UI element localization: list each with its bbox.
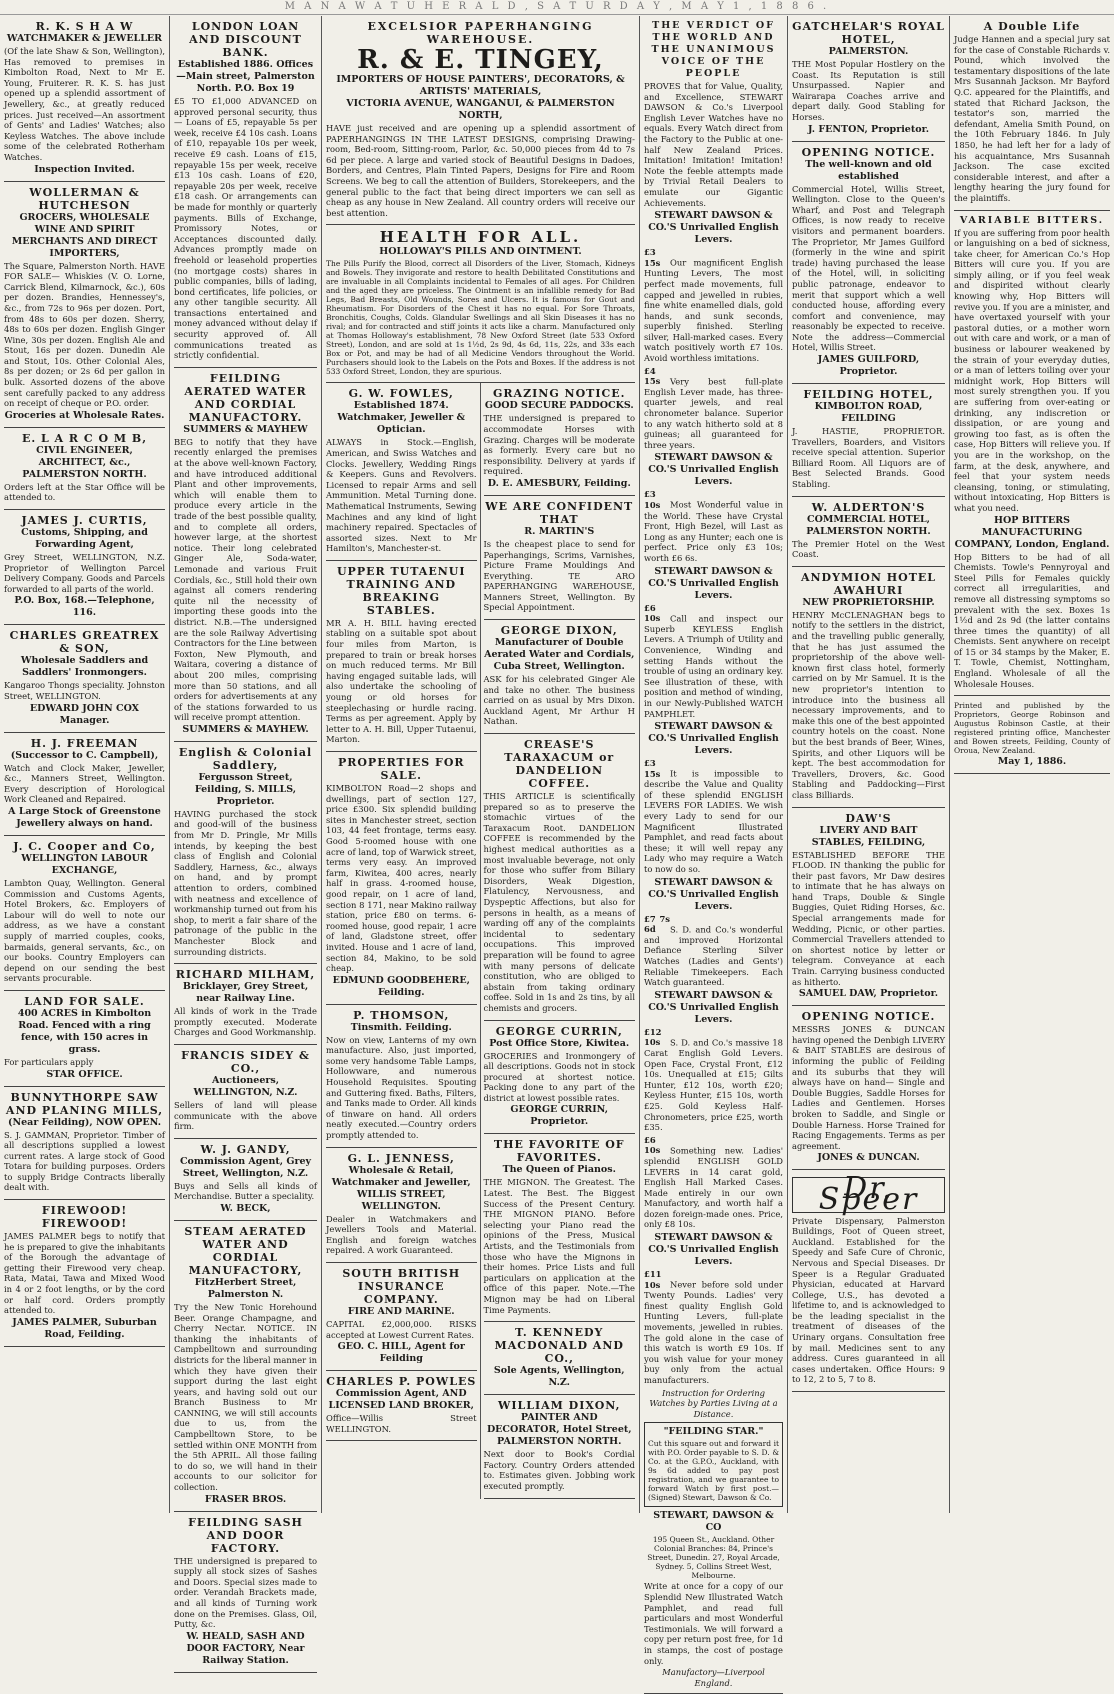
advert-body: Lambton Quay, Wellington. General Commission and Customs Agents, Hotel Brokers, &c. Employers of Labour will do well to note our address, as we have a constant supply of married couples, cooks, barmaids, general servants, &c., on our books. Country Employers can depend on our sending the best servants procurable.: [4, 877, 165, 984]
masthead: M A N A W A T U H E R A L D , S A T U R D A Y , M A Y 1 , 1 8 8 6 .: [0, 0, 1114, 15]
advert-title: STEAM AERATED WATER AND CORDIAL MANUFACTORY,: [184, 1224, 307, 1277]
watch-description: S. D. and Co.'s wonderful and improved Horizontal Defiance Sterling Silver Watches (Ladies and Gents') Reliable Timekeepers. Each Watch guaranteed.: [644, 924, 783, 988]
article-body: Judge Hannen and a special jury sat for the case of Constable Richards v. Pound, which involved the testamentary dispositions of the late Mrs Susannah Jackson. Mr Bayford Q.C. appeared for the Plaintiffs, and stated that Richard Jackson, the testator's son, married the defendant, Amelia Smith Pound, on the 10th February 1846. In July 1850, he had left her for a lady of his acquaintance, Mrs Susannah Jackson. The case excited considerable interest, and after a lengthy hearing the jury found for the plaintiffs.: [954, 34, 1110, 203]
advert-col1-0: [4, 16, 165, 182]
advert-body: Grey Street, WELLINGTON, N.Z. Proprietor of Wellington Parcel Delivery Company. Goods and Parcels forwarded to all parts of the world.: [4, 552, 165, 594]
advert-subtitle: COMMERCIAL HOTEL, PALMERSTON NORTH.: [806, 513, 931, 537]
advert-col2-6: [174, 1221, 317, 1512]
advert-subtitle: KIMBOLTON ROAD, FEILDING: [814, 401, 923, 425]
advert-col1-7: [4, 991, 165, 1087]
watch-offer: [644, 566, 783, 720]
advert-col2-1: [174, 368, 317, 742]
advert-footer: EDMUND GOODBEHERE, Feilding.: [332, 974, 470, 998]
tingey-sub: IMPORTERS OF HOUSE PAINTERS', DECORATORS, & ARTISTS' MATERIALS,: [336, 74, 625, 97]
advert-col2-7: [174, 1512, 317, 1673]
advert-body: £5 TO £1,000 ADVANCED on approved personal security, thus— Loans of £5, repayable 5s per week, receive £4 10s cash. Loans of £10, repayable 10s per week, receive £9 cash. Loans of £15, repayable 15s per week, receive £13 10s cash. Loans of £20, repayable 20s per week, receive £18 cash. Or arrangements can be made for monthly or quarterly payments. Bills of Exchange, Promissory Notes, or Acceptances discounted daily. Advances promptly made on freehold or leasehold properties (no mortgage costs) shares in public companies, bills of lading, bond certificates, life policies, or any other tangible security. All transactions entertained and money advanced without delay if security approved of. All communications treated as strictly confidential.: [174, 96, 317, 361]
advert-subtitle: Wholesale Saddlers and Saddlers' Ironmongers.: [20, 655, 149, 679]
advert-title: J. C. Cooper and Co,: [13, 839, 156, 853]
advert-title: GEORGE DIXON,: [500, 624, 618, 638]
advert-title: W. J. GANDY,: [200, 1142, 291, 1156]
watch-price: £3 15s: [644, 247, 661, 268]
coupon-text: Cut this square out and forward it with P.O. Order payable to S. D. & Co. at the G.P.O., Auckland, with 9s 6d added to pay post registration, and we guarantee to forward Watch by first post.—(Signed) Stewart, Dawson & Co.: [648, 1439, 779, 1503]
column-2: [170, 16, 322, 1666]
advert-col2-3: [174, 964, 317, 1045]
advert-title: RICHARD MILHAM,: [175, 968, 316, 982]
advert-subtitle: GROCERS, WHOLESALE WINE AND SPIRIT MERCHANTS AND DIRECT IMPORTERS,: [11, 211, 158, 259]
advert-title: ANDYMION HOTEL AWAHURI: [800, 570, 937, 597]
advert-col5-4: [792, 567, 945, 808]
advert-subtitle: Commission Agent, AND LICENSED LAND BROKER,: [328, 1388, 474, 1412]
advert-footer: GEO. C. HILL, Agent for Feilding: [337, 1341, 465, 1365]
watch-offer-name: STEWART DAWSON & CO.'S Unrivalled English Levers.: [648, 989, 779, 1025]
advert-subtitle: WATCHMAKER & JEWELLER: [6, 33, 163, 44]
column-3-left: [326, 383, 481, 1498]
watch-price-list: [644, 210, 783, 1385]
holloway-sub: HOLLOWAY'S PILLS AND OINTMENT.: [379, 246, 582, 258]
watch-offer-name: STEWART DAWSON & CO.'S Unrivalled English Levers.: [648, 1232, 779, 1268]
advert-title: WE ARE CONFIDENT THAT: [485, 499, 634, 526]
advert-col3-right-6: [484, 1322, 636, 1395]
advert-body: For particulars apply: [4, 1056, 94, 1067]
advert-body: THE undersigned is prepared to accommodate Horses with Grazing. Charges will be moderate as formerly. Every care but no responsibility. Delivery at yards if required.: [483, 413, 635, 477]
verdict-intro: PROVES that for Value, Quality, and Excellence, STEWART DAWSON & Co.'s Liverpool English Lever Watches have no equals. Every Watch direct from the Factory to the Public at one-half New Zealand Prices. Imitation! Imitation! Imitation! Note the feeble attempts made by Trivial Retail Dealers to emulate our Gigantic Achievements.: [644, 81, 783, 208]
advert-title: W. ALDERTON'S: [811, 500, 926, 514]
dawson-factory: Manufactory—Liverpool England.: [662, 1667, 765, 1688]
advert-title: PROPERTIES FOR SALE.: [337, 756, 465, 782]
advert-col3-right-4: [484, 1021, 636, 1135]
advert-body: Commercial Hotel, Willis Street, Wellington. Close to the Queen's Wharf, and Post and Telegraph Offices, is now ready to receive visitors and permanent boarders. The Proprietor, Mr James Guilford (formerly in the wine and spirit trade) having purchased the lease of the Hotel, will, in soliciting public patronage, endeavor to merit that support which a well conducted house, affording every comfort and convenience, may reasonably be expected to receive. Note the address—Commercial Hotel, Willis Street.: [792, 183, 945, 353]
watch-description: Call and inspect our Superb KEYLESS English Levers. A Triumph of Utility and Convenience, Winding and setting Hands without the trouble of using an ordinary key. See illustration of these, with position and method of winding, in our Newly-Published WATCH PAMPHLET.: [644, 613, 783, 719]
advert-subtitle: GOOD SECURE PADDOCKS.: [484, 400, 634, 412]
advert-footer: STAR OFFICE.: [46, 1068, 123, 1080]
advert-footer: P.O. Box, 168.—Telephone, 116.: [14, 595, 155, 619]
advert-title: OPENING NOTICE.: [801, 145, 936, 159]
advert-title: FIREWOOD! FIREWOOD!: [41, 1204, 128, 1231]
hop-bitters-advert: [954, 211, 1110, 697]
advert-col5-7: [792, 1170, 945, 1392]
watch-offer-name: STEWART DAWSON & CO.'S Unrivalled English Levers.: [648, 876, 779, 912]
advert-subtitle: FitzHerbert Street, Palmerston N.: [194, 1276, 297, 1300]
advert-footer: D. E. AMESBURY, Feilding.: [487, 477, 631, 489]
advert-body: S. J. GAMMAN, Proprietor. Timber of all descriptions supplied a lowest current rates. A large stock of Good Totara for building purposes. Orders to supply Bridge Contracts liberally dealt with.: [4, 1129, 165, 1193]
advert-title: P. THOMSON,: [353, 1008, 450, 1022]
advert-col3-right-0: [484, 383, 636, 496]
tingey-body: HAVE just received and are opening up a splendid assortment of PAPERHANGINGS IN THE LATEST DESIGNS, comprising Drawing-room, Bed-room, Sitting-room, Parlor, &c. 50,000 pieces from 4d to 7s 6d per piece. A large and varied stock of Beautiful Designs in Dadoes, Borders, and Centres, Plain Tinted Papers, Designs for Fire and Room Screens. We beg to call the attention of Builders, Storekeepers, and the general public to the fact that being direct importers we can sell as cheap as any house in New Zealand. All country orders will receive our best attention.: [326, 123, 635, 218]
advert-title: LAND FOR SALE.: [24, 994, 145, 1008]
advert-body: Orders left at the Star Office will be attended to.: [4, 481, 165, 503]
holloway-advert: [326, 225, 635, 383]
bitters-extra: Hop Bitters to be had of all Chemists. Towle's Pennyroyal and Steel Pills for Females quickly correct all irregularities, and remove all distressing symptoms so prevalent with the sex. Boxes 1s 1½d and 2s 9d (the latter contains three times the quantity) of all Chemists. Sent anywhere on receipt of 15 or 34 stamps by the Maker, E. T. Towle, Chemist, Nottingham, England. Wholesale of all the Wholesale Houses.: [954, 551, 1110, 689]
advert-subtitle: PAINTER AND DECORATOR, Hotel Street, PALMERSTON NORTH.: [486, 1412, 632, 1448]
advert-body: All kinds of work in the Trade promptly executed. Moderate Charges and Good Workmanship.: [174, 1006, 317, 1038]
advert-body: Sellers of land will please communicate with the above firm.: [174, 1099, 317, 1132]
advert-footer: JONES & DUNCAN.: [817, 1152, 920, 1164]
tingey-firm: R. & E. TINGEY,: [357, 45, 604, 75]
advert-body: Office—Willis Street WELLINGTON.: [326, 1413, 477, 1434]
advert-title: THE FAVORITE OF FAVORITES.: [493, 1138, 625, 1165]
advert-body: THE MIGNON. The Greatest. The Latest. The Best. The Biggest Success of the Present Century. THE MIGNON PIANO. Before selecting your Piano read the opinions of the Press, Musical Artists, and the Testimonials from those who have the Mignons in their homes. Price Lists and full particulars on application at the office of this paper. Note.—The Mignon may be had on Liberal Time Payments.: [483, 1177, 635, 1315]
advert-col3-right-1: [484, 496, 636, 620]
watch-price: £6 10s: [644, 1134, 661, 1156]
advert-subtitle: 400 ACRES in Kimbolton Road. Fenced with a ring fence, with 150 acres in grass.: [17, 1007, 152, 1055]
advert-col2-0: [174, 16, 317, 368]
advert-subtitle: Post Office Store, Kiwitea.: [489, 1037, 630, 1049]
advert-title: FEILDING SASH AND DOOR FACTORY.: [188, 1515, 303, 1555]
advert-col1-1: [4, 182, 165, 428]
advert-body: ESTABLISHED BEFORE THE FLOOD. IN thanking the public for their past favors, Mr Daw desires to intimate that he has always on hand Traps, Double & Single Buggies, Quiet Riding Horses, &c. Special arrangements made for Wedding, Picnic, or other parties. Commercial Travellers attended to on shortest notice by letter or telegram. Conveyance at each Train. Carrying business conducted as hitherto.: [792, 849, 945, 987]
advert-subtitle: The well-known and old established: [805, 158, 932, 182]
advert-subtitle: Wholesale & Retail, Watchmaker and Jeweller, WILLIS STREET, WELLINGTON.: [331, 1164, 471, 1212]
advert-subtitle: FIRE AND MARINE.: [347, 1306, 455, 1317]
advert-body: JAMES PALMER begs to notify that he is prepared to give the inhabitants of the Borough the advantage of getting their Firewood very cheap. Rata, Matai, Tawa and Mixed Wood in 4 or 2 foot lengths, or by the cord or half cord. Orders promptly attended to.: [4, 1231, 165, 1316]
tingey-location: VICTORIA AVENUE, WANGANUI, & PALMERSTON NORTH,: [346, 98, 615, 121]
advert-body: Try the New Tonic Horehound Beer. Orange Champagne, and Cherry Nectar. NOTICE. IN thanking the inhabitants of Campbelltown and surrounding districts for the liberal manner in which they have given their support during the last eight years, and having sold out our Branch Business to Mr CANNING, we will still accounts due to us, from the Campbelltown Store, to be settled within ONE MONTH from the 5th APRIL. All those failing to do so, we will hand in their accounts to our solicitor for collection.: [174, 1301, 317, 1493]
stewart-dawson-advert: [644, 16, 783, 1694]
advert-col3-right-5: [484, 1134, 636, 1322]
advert-title: H. J. FREEMAN: [30, 736, 139, 750]
advert-subtitle: SUMMERS & MAYHEW: [183, 423, 308, 435]
advert-body: Next door to Book's Cordial Factory. Country Orders attended to. Estimates given. Jobbing work executed promptly.: [483, 1449, 635, 1491]
column-3: [322, 16, 640, 1513]
advert-title: G. L. JENNESS,: [347, 1151, 455, 1165]
bitters-title: VARIABLE BITTERS.: [959, 214, 1105, 226]
advert-body: HAVING purchased the stock and good-will of the business from Mr D. Pringle, Mr Mills intends, by keeping the best class of English and Colonial Saddlery, Harness, &c., always on hand, and by prompt attention to orders, combined with neatness and excellence of workmanship turned out from his shop, to merit a fair share of the patronage of the public in the Manchester Block and surrounding districts.: [174, 808, 317, 957]
advert-body: The Square, Palmerston North. HAVE FOR SALE— Whiskies (V. O. Lorne, Carrick Blend, Kilmarnock, &c.), 60s per dozen. Brandies, Hennessey's, &c., from 72s to 96s per dozen. Port, from 48s to 60s per dozen. Sherry, 48s to 60s per dozen. English Ginger Wine, 30s per dozen. English Ale and Stout, 16s per dozen. Dunedin Ale and Stout, 10s. Other Colonial Ales, 8s per dozen; or 2s 6d per gallon in bulk. Assorted dozens of the above sent carefully packed to any address on receipt of cheque or P.O. order.: [4, 260, 165, 409]
advert-title: FEILDING HOTEL,: [803, 388, 934, 402]
advert-body: Buys and Sells all kinds of Merchandise. Butter a speciality.: [174, 1180, 317, 1202]
advert-col1-9: [4, 1200, 165, 1347]
double-life-article: [954, 16, 1110, 211]
advert-title: G. W. FOWLES,: [348, 387, 454, 401]
advert-col3-left-5: [326, 1263, 477, 1371]
advert-subtitle: CIVIL ENGINEER, ARCHITECT, &c., PALMERSTON NORTH.: [22, 444, 147, 480]
advert-col1-4: [4, 625, 165, 732]
advert-footer: FRASER BROS.: [204, 1493, 287, 1505]
holloway-title: HEALTH FOR ALL.: [379, 228, 582, 247]
advert-body: THIS ARTICLE is scientifically prepared so as to preserve the stomachic virtues of the Taraxacum Root. DANDELION COFFEE is recommended by the highest medical authorities as a most invaluable beverage, not only for those who suffer from Biliary Disorders, Weak Digestion, Flatulency, Nervousness, and Dyspeptic Affections, but also for persons in health, as a means of warding off any of the complaints incidental to sedentary occupations. This improved preparation will be found to agree with many persons of delicate constitution, who are obliged to abstain from taking ordinary coffee. Sold in 1s and 2s tins, by all chemists and grocers.: [483, 791, 635, 1013]
watch-offer: [644, 366, 783, 451]
advert-col5-6: [792, 1006, 945, 1170]
advert-footer: Groceries at Wholesale Rates.: [4, 409, 165, 421]
advert-title: CHARLES P. POWLES: [326, 1375, 477, 1389]
dawson-closing: Write at once for a copy of our Splendid New Illustrated Watch Pamphlet, and read full particulars and most Wonderful Testimonials. We will forward a copy per return post free, for 1d in stamps, the cost of postage only.: [644, 1581, 783, 1666]
article-title: A Double Life: [983, 20, 1081, 33]
watch-price: £7 7s 6d: [644, 913, 670, 935]
advert-subtitle: Commission Agent, Grey Street, Wellington, N.Z.: [179, 1155, 312, 1179]
advert-footer: SAMUEL DAW, Proprietor.: [798, 988, 939, 1000]
advert-subtitle: Established 1874. Watchmaker, Jeweller & Optician.: [337, 400, 466, 436]
advert-title: FRANCIS SIDEY & CO.,: [181, 1048, 310, 1075]
advert-subtitle: Established 1886. Offices—Main street, Palmerston North. P.O. Box 19: [176, 59, 315, 94]
watch-offer: [644, 1232, 783, 1386]
advert-subtitle: PALMERSTON.: [828, 46, 909, 57]
advert-title: BUNNYTHORPE SAW AND PLANING MILLS,: [5, 1090, 164, 1117]
advert-col3-left-1: [326, 561, 477, 752]
advert-col5-1: [792, 142, 945, 385]
advert-body: ASK for his celebrated Ginger Ale and take no other. The business carried on as usual by Mrs Dixon. Auckland Agent, Mr Arthur H Nathan.: [483, 674, 635, 727]
advert-body: THE undersigned is prepared to supply all stock sizes of Sashes and Doors. Special sizes made to order. Verandah Brackets made, and all kinds of Turning work done on the Premises. Glass, Oil, Putty, &c.: [174, 1555, 317, 1630]
advert-subtitle: Sole Agents, Wellington, N.Z.: [493, 1365, 625, 1389]
column-4: [640, 16, 788, 1688]
bitters-body: If you are suffering from poor health or languishing on a bed of sickness, take cheer, for American Co.'s Hop Bitters will cure you. If you are simply ailing, or if you feel weak and dispirited without clearly knowing why, Hop Bitters will revive you. If you are a minister, and have overtaxed yourself with your pastoral duties, or a mother worn out with care and work, or a man of business or labourer weakened by the strain of your everyday duties, or a man of letters toiling over your midnight work, Hop Bitters will most surely strengthen you. If you are suffering from over-eating or drinking, any indiscretion or dissipation, or are young and growing too fast, as is often the case, Hop Bitters will relieve you. If you are in the workshop, on the farm, at the desk, anywhere, and feel that your system needs cleansing, toning, or stimulating, without intoxicating, Hop Bitters is what you need.: [954, 227, 1110, 513]
advert-subtitle: R. MARTIN'S: [524, 525, 595, 537]
column-3-right: [481, 383, 636, 1498]
watch-offer: [644, 452, 783, 563]
advert-title: LONDON LOAN AND DISCOUNT BANK.: [189, 20, 302, 59]
watch-price: £4 15s: [644, 365, 661, 387]
watch-offer: [644, 990, 783, 1133]
advert-body: THE Most Popular Hostlery on the Coast. Its Reputation is still Unsurpassed. Napier and Wairarapa Coaches arrive and depart daily. Good Stabling for Horses.: [792, 59, 945, 122]
watch-description: Something new. Ladies' splendid ENGLISH GOLD LEVERS in 14 carat gold, English Hall Marked Cases. Made entirely in our own Manufactory, and worth half a dozen foreign-made ones. Price, only £8 10s.: [644, 1145, 783, 1230]
column-6: [950, 16, 1114, 1513]
advert-body: Kangaroo Thongs speciality. Johnston Street, WELLINGTON.: [4, 680, 165, 701]
order-coupon[interactable]: [644, 1422, 783, 1507]
watch-offer-name: STEWART DAWSON & CO.'S Unrivalled English Levers.: [648, 565, 779, 601]
watch-offer: [644, 877, 783, 988]
advert-subtitle: WELLINGTON LABOUR EXCHANGE,: [21, 852, 148, 876]
advert-subtitle: Manufacturer of Double Aerated Water and Cordials, Cuba Street, Wellington.: [484, 637, 635, 673]
advert-title: E. L A R C O M B,: [21, 431, 148, 445]
advert-col3-left-6: [326, 1371, 477, 1441]
column-5: [788, 16, 950, 1513]
advert-col3-left-0: [326, 383, 477, 561]
advert-title: WILLIAM DIXON,: [498, 1399, 621, 1413]
advert-body: BEG to notify that they have recently enlarged the premises at the above well-known Factory, and have introduced additional Plant and other improvements, which will enable them to produce every article in the trade of the best possible quality, and to complete all orders, however large, at the shortest notice. Their long celebrated Ginger Ale, Soda-water, Lemonade and various Fruit Cordials, &c., Still hold their own against all comers rendering quite nil the necessity of importing these goods into the district. N.B.—The undersigned are the sole Railway Advertising Contractors for the Line between Foxton, New Plymouth, and Waitara, covering a distance of about 200 miles, comprising more than 50 stations, and all orders for advertisements at any of the stations forwarded to us will receive prompt attention.: [174, 436, 317, 723]
advert-col1-3: [4, 510, 165, 625]
advert-footer: Inspection Invited.: [34, 163, 135, 175]
advert-subtitle: Auctioneers, WELLINGTON, N.Z.: [193, 1074, 298, 1098]
advert-subtitle: Customs, Shipping, and Forwarding Agent,: [21, 527, 148, 551]
advert-subtitle: Tinsmith. Feilding.: [350, 1021, 452, 1033]
watch-description: It is impossible to describe the Value and Quality of these splendid ENGLISH LEVERS FOR LADIES. We wish every Lady to send for our Magnificent Illustrated Pamphlet, and read facts about these; it will well repay any Lady who may require a Watch to now do so.: [644, 768, 783, 875]
advert-title: GEORGE CURRIN,: [495, 1024, 623, 1038]
advert-footer: W. BECK,: [220, 1202, 271, 1214]
advert-col3-left-2: [326, 752, 477, 1005]
advert-body: The Premier Hotel on the West Coast.: [792, 538, 945, 560]
advert-title: T. KENNEDY MACDONALD AND CO.,: [494, 1326, 624, 1366]
advert-subtitle: (Successor to C. Campbell),: [10, 749, 159, 761]
watch-price: £12 10s: [644, 1026, 662, 1048]
advert-body: KIMBOLTON Road—2 shops and dwellings, part of section 127, price £300. Six splendid building sites in Manchester street, section 103, 44 feet frontage, terms easy. Good 5-roomed house with one acre of land, top of Warwick street, terms very easy. An improved farm, Kiwitea, 400 acres, nearly half in grass. 4-roomed house, good repair, on 1 acre of land, section 8 171, near Makino railway station, price £80 on terms. 6-roomed house, good repair, 1 acre of land, Gladstone street, offer invited. House and 1 acre of land, section 84, Makino, to be sold cheap.: [326, 783, 477, 974]
advert-body: Now on view, Lanterns of my own manufacture. Also, just imported, some very handsome Table Lamps, Hollowware, and numerous Household Requisites. Spouting and Guttering fixed. Baths, Filters, and Tanks made to Order. All kinds of tinware on hand. All orders neatly executed.—Country orders promptly attended to.: [326, 1034, 477, 1141]
advert-footer: W. HEALD, SASH AND DOOR FACTORY, Near Railway Station.: [186, 1630, 305, 1666]
advert-title: CREASE'S TARAXACUM or DANDELION COFFEE.: [504, 738, 615, 791]
watch-description: Most Wonderful value in the World. These have Crystal Front, High Bezel, will Last as Long as any Hunter; each one is perfect. Price only £3 10s; worth £6 6s.: [644, 500, 783, 563]
advert-body: ALWAYS in Stock.—English, American, and Swiss Watches and Clocks. Jewellery, Wedding Rings & Keepers. Guns and Revolvers. Licensed to repair Arms and sell Ammunition. Metal Turning done. Mathematical Instruments, Sewing Machines and any kind of light machinery repaired. Spectacles of assorted sizes. Next to Mr Hamilton's, Manchester-st.: [326, 437, 477, 554]
watch-offer-name: STEWART DAWSON & CO.'S Unrivalled English Levers.: [648, 721, 779, 757]
watch-description: S. D. and Co.'s massive 18 Carat English Gold Levers. Open Face, Crystal Front, £12 10s. Unequalled at £15; Gilts Hunter, £12 10s, worth £20; Keyless Hunter, £15 10s, worth £25. Gold Keyless Half-Chronometers, price £25, worth £35.: [644, 1037, 783, 1133]
tingey-header: EXCELSIOR PAPERHANGING WAREHOUSE.: [367, 20, 594, 46]
advert-subtitle: NEW PROPRIETORSHIP.: [802, 596, 935, 608]
advert-body: MR A. H. BILL having erected stabling on a suitable spot about four miles from Marton, is prepared to train or break horses on much reduced terms. Mr Bill having engaged suitable lads, will also undertake the schooling of young or old horses for steeplechasing or hurdle racing. Terms as per agreement. Apply by letter to A. H. Bill, Upper Tutaenui, Marton.: [326, 617, 477, 745]
tingey-advert: [326, 16, 635, 225]
bitters-foot: HOP BITTERS MANUFACTURING COMPANY, London, England.: [954, 514, 1110, 550]
advert-title: English & Colonial Saddlery,: [178, 745, 313, 772]
advert-body: Watch and Clock Maker, Jeweller, &c., Manners Street, Wellington. Every description of Horological Work Cleaned and Repaired.: [4, 762, 165, 805]
advert-title: CHARLES GREATREX & SON,: [9, 629, 160, 656]
advert-title: Dr. Speer: [792, 1177, 945, 1212]
dawson-address: STEWART, DAWSON & CO: [653, 1510, 774, 1534]
advert-col1-2: [4, 428, 165, 510]
advert-title: GRAZING NOTICE.: [493, 387, 626, 401]
advert-subtitle: Bricklayer, Grey Street, near Railway Line.: [182, 981, 309, 1005]
advert-title: DAW'S: [845, 811, 892, 825]
advert-col1-8: [4, 1087, 165, 1201]
dawson-branches: 195 Queen St., Auckland. Other Colonial Branches: 84, Prince's Street, Dunedin. 27, Royal Arcade, Sydney. 5, Collins Street West, Melbourne.: [647, 1535, 780, 1581]
advert-body: Is the cheapest place to send for Paperhangings, Scrims, Varnishes, Picture Frame Mouldings And Everything. TE ARO PAPERHANGING WAREHOUSE, Manners Street, Wellington. By Special Appointment.: [483, 538, 635, 613]
advert-col3-left-4: [326, 1148, 477, 1263]
advert-col1-6: [4, 836, 165, 991]
watch-description: Never before sold under Twenty Pounds. Ladies' very finest quality English Gold Hunting Levers, full-plate movements, jewelled in rubies. The gold alone in the case of this watch is worth £9 10s. If you wish value for your money buy only from the actual manufacturers.: [644, 1279, 783, 1385]
advert-title: OPENING NOTICE.: [801, 1010, 936, 1024]
advert-col5-3: [792, 497, 945, 567]
advert-footer: A Large Stock of Greenstone Jewellery always on hand.: [8, 805, 161, 829]
imprint: [954, 696, 1110, 774]
advert-footer: GEORGE CURRIN, Proprietor.: [510, 1104, 609, 1128]
advert-col3-right-7: [484, 1395, 636, 1498]
advert-col1-5: [4, 733, 165, 836]
holloway-body: The Pills Purify the Blood, correct all Disorders of the Liver, Stomach, Kidneys and Bowels. They invigorate and restore to health Debilitated Constitutions and are invaluable in all Complaints incidental to Females of all ages. For Children and the aged they are priceless. The Ointment is an infallible remedy for Bad Legs, Bad Breasts, Old Wounds, Sores and Ulcers. It is famous for Gout and Rheumatism. For Disorders of the Chest it has no equal. For Sore Throats, Bronchitis, Coughs, Colds. Glandular Swellings and all Skin Diseases it has no rival; and for contracted and stiff joints it acts like a charm. Manufactured only at Thomas Holloway's establishment, 78 New Oxford Street (late 533 Oxford Street), London, and are sold at 1s 1½d, 2s 9d, 4s 6d, 11s, 22s, and 33s each Box or Pot, and may be had of all Medicine Vendors throughout the World. Purchasers should look to the Labels on the Pots and Boxes. If the address is not 533 Oxford Street, London, they are spurious.: [326, 259, 635, 377]
watch-offer: [644, 721, 783, 875]
imprint-date: May 1, 1886.: [997, 756, 1067, 768]
advert-title: FEILDING AERATED WATER AND CORDIAL MANUFACTORY.: [184, 371, 307, 424]
watch-price: £3 10s: [644, 489, 661, 510]
watch-offer: [644, 1135, 783, 1230]
advert-body: GROCERIES and Ironmongery of all descriptions. Goods not in stock procured at shortest notice. Packing done to any part of the district at lowest possible rates.: [483, 1050, 635, 1103]
advert-col3-right-3: [484, 734, 636, 1020]
advert-title: UPPER TUTAENUI TRAINING AND BREAKING STABLES.: [336, 564, 466, 617]
advert-col5-0: [792, 16, 945, 142]
advert-col5-2: [792, 384, 945, 497]
advert-title: R. K. S H A W: [35, 20, 134, 33]
watch-offer: [644, 210, 783, 364]
advert-subtitle: (Near Feilding), NOW OPEN.: [7, 1116, 162, 1128]
watch-price: £6 10s: [644, 602, 661, 624]
advert-title: GATCHELAR'S ROYAL HOTEL,: [792, 20, 945, 46]
watch-price: £11 10s: [644, 1269, 662, 1290]
advert-subtitle: The Queen of Pianos.: [502, 1164, 616, 1176]
verdict-heading: THE VERDICT OF THE WORLD AND THE UNANIMOUS VOICE OF THE PEOPLE: [651, 20, 776, 79]
imprint-text: Printed and published by the Proprietors, George Robinson and Augustus Robinson Castle, at their registered printing office, Manchester and Bowen streets, Feilding, County of Oroua, New Zealand.: [954, 701, 1110, 756]
column-1: [0, 16, 170, 1513]
advert-col3-right-2: [484, 620, 636, 734]
watch-offer-name: STEWART DAWSON & CO.'S Unrivalled English Levers.: [648, 452, 779, 488]
advert-footer: SUMMERS & MAYHEW.: [182, 723, 309, 735]
advert-body: HENRY McCLENAGHAN begs to notify to the settlers in the district, and the travelling public generally, that he has just assumed the proprietorship of the above well-known first class hotel, formerly carried on by Mr Samuel. It is the new proprietor's intention to introduce into the business all necessary improvements, and to make this one of the best appointed country hotels on the coast. None but the best brands of Beer, Wines, Spirits, and other Liquors will be kept. The best accommodation for Travellers, Drovers, &c. Good Stabling and Paddocking—First class Billiards.: [792, 609, 945, 800]
advert-body: J. HASTIE, PROPRIETOR. Travellers, Boarders, and Visitors receive special attention. Superior Billiard Room. All Liquors are of Best Selected Brands. Good Stabling.: [792, 426, 945, 490]
advert-col2-2: [174, 742, 317, 964]
advert-title: SOUTH BRITISH INSURANCE COMPANY.: [342, 1267, 461, 1306]
advert-body: Dealer in Watchmakers and Jewellers Tools and Material. English and foreign watches repaired. A work Guaranteed.: [326, 1213, 477, 1256]
advert-footer: J. FENTON, Proprietor.: [807, 123, 930, 135]
advert-subtitle: Fergusson Street, Feilding, S. MILLS, Proprietor.: [194, 771, 297, 807]
watch-price: £3 15s: [644, 758, 661, 779]
advert-subtitle: LIVERY AND BAIT STABLES, FEILDING,: [811, 824, 926, 848]
advert-footer: EDWARD JOHN COX Manager.: [29, 702, 140, 726]
watch-description: Our magnificent English Hunting Levers, The most perfect made movements, full capped and jewelled in rubies, fine white enamelled dials, gold hands, and sunk seconds, superbly finished. Sterling silver, Hall-marked cases. Every watch positively worth £7 10s. Avoid worthless imitations.: [644, 257, 783, 364]
coupon-title: "FEILDING STAR.": [663, 1426, 764, 1438]
advert-body: Private Dispensary, Palmerston Buildings, Foot of Queen street, Auckland. Established for the Speedy and Safe Cure of Chronic, Nervous and Special Diseases. Dr Speer is a Regular Graduated Physician, educated at Harvard College, U.S., has devoted a lifetime to, and is acknowledged to be the leading specialist in the treatment of diseases of the Urinary organs. Consultation free by mail. Medicines sent to any address. Cures guaranteed in all cases undertaken. Office Hours: 9 to 12, 2 to 5, 7 to 8.: [792, 1215, 945, 1385]
watch-description: Very best full-plate English Lever made, has three-quarter jewels, and real chronometer balance. Superior to any watch hitherto sold at 8 guineas; all guaranteed for three years.: [644, 376, 783, 450]
advert-title: JAMES J. CURTIS,: [21, 514, 148, 528]
advert-body: MESSRS JONES & DUNCAN having opened the Denbigh LIVERY & BAIT STABLES are desirous of informing the public of Feilding and its suburbs that they will always have on hand— Single and Double Buggies, Saddle Horses for Ladies and Gentlemen. Horses broken to Saddle, and Single or Double Harness. Horse Trained for Racing Engagements. Terms as per agreement.: [792, 1024, 945, 1151]
advert-col2-5: [174, 1139, 317, 1221]
advert-body: CAPITAL £2,000,000. RISKS accepted at Lowest Current Rates.: [326, 1319, 477, 1340]
advert-footer: JAMES GUILFORD, Proprietor.: [817, 354, 920, 378]
advert-body: (Of the late Shaw & Son, Wellington), Has removed to premises in Kimbolton Road, Next to Mr E. Young, Fruiterer. R. K. S. has just opened up a splendid assortment of Jewellery, &c., at greatly reduced prices. Just received—An assortment of Gents' and Ladies' Watches; also Keyless Watches. The above include some of the celebrated Rotherham Watches.: [4, 46, 165, 162]
advert-col3-left-3: [326, 1005, 477, 1148]
advert-footer: JAMES PALMER, Suburban Road, Feilding.: [12, 1316, 157, 1340]
ordering-note: Instruction for Ordering Watches by Parties Living at a Distance.: [649, 1387, 778, 1419]
advert-col2-4: [174, 1045, 317, 1139]
watch-offer-name: STEWART DAWSON & CO.'S Unrivalled English Levers.: [648, 210, 779, 246]
advert-title: WOLLERMAN & HUTCHESON: [29, 185, 140, 212]
advert-col5-5: [792, 808, 945, 1007]
